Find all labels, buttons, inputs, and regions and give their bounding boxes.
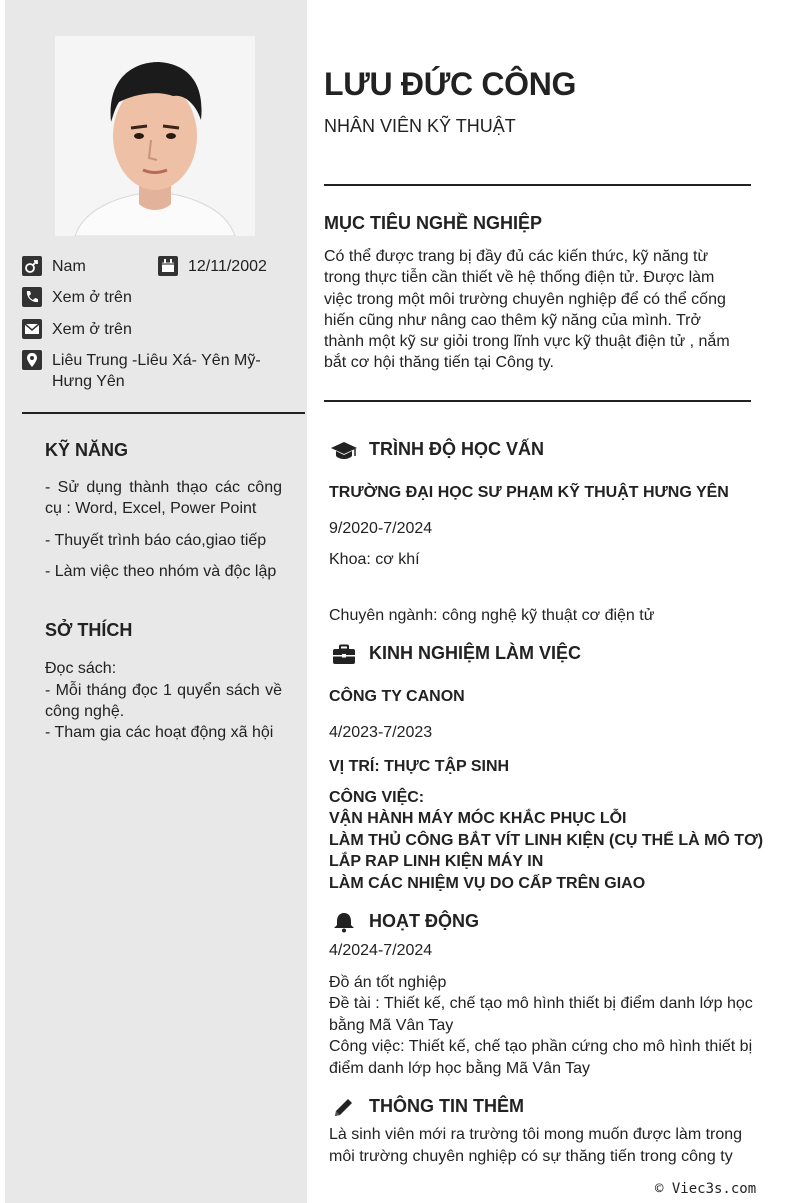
bell-icon: [330, 911, 358, 933]
birthday-value: 12/11/2002: [188, 258, 267, 275]
pencil-icon: [330, 1097, 358, 1119]
task-item: LẮP RAP LINH KIỆN MÁY IN: [329, 853, 544, 870]
tasks-label: CÔNG VIỆC:: [329, 789, 425, 806]
phone-icon: [22, 287, 42, 307]
experience-heading: KINH NGHIỆM LÀM VIỆC: [369, 643, 582, 663]
gender-value: Nam: [52, 258, 86, 275]
objective-divider: [324, 400, 751, 402]
activity-line: Công việc: Thiết kế, chế tạo phần cứng cho mô hình thiết bị điểm danh lớp học bằng Mã Vân Tay: [329, 1038, 753, 1077]
hobby-line: Đọc sách:: [45, 660, 117, 677]
activities-period: 4/2024-7/2024: [329, 942, 433, 959]
objective-text: Có thể được trang bị đầy đủ các kiến thức, kỹ năng từ trong thực tiễn cần thiết về hệ thống điện tử. Được làm việc trong một môi trường chuyên nghiệp để có thể cống hiến cũng như nâng cao thêm kỹ năng của mình. Trở thành một kỹ sư giỏi trong lĩnh vực kỹ thuật điện tử , nắm bắt cơ hội thăng tiến tại Công ty.: [324, 248, 730, 372]
gender-icon: [22, 256, 42, 276]
education-period: 9/2020-7/2024: [329, 520, 433, 537]
company-name: CÔNG TY CANON: [329, 688, 465, 705]
calendar-icon: [158, 256, 178, 276]
graduation-cap-icon: [330, 440, 358, 462]
additional-text: Là sinh viên mới ra trường tôi mong muốn được làm trong môi trường chuyên nghiệp có sự thăng tiến trong công ty: [329, 1126, 743, 1165]
hobby-line: - Mỗi tháng đọc 1 quyển sách về công nghệ.: [45, 682, 282, 720]
objective-heading: MỤC TIÊU NGHỀ NGHIỆP: [324, 213, 543, 233]
skill-item: - Làm việc theo nhóm và độc lập: [45, 563, 277, 580]
skills-heading: KỸ NĂNG: [45, 440, 129, 460]
footer-credit: © Viec3s.com: [655, 1181, 757, 1197]
activity-line: Đồ án tốt nghiệp: [329, 974, 447, 991]
sidebar-divider: [22, 412, 305, 414]
map-pin-icon: [22, 350, 42, 370]
task-item: LÀM CÁC NHIỆM VỤ DO CẤP TRÊN GIAO: [329, 875, 646, 892]
education-faculty: Khoa: cơ khí: [329, 551, 420, 568]
profile-photo: [55, 36, 255, 236]
briefcase-icon: [330, 644, 358, 666]
hobby-line: - Tham gia các hoạt động xã hội: [45, 724, 274, 741]
header-divider: [324, 184, 751, 186]
skill-item: - Thuyết trình báo cáo,giao tiếp: [45, 532, 267, 549]
email-value: Xem ở trên: [52, 321, 132, 338]
experience-position: VỊ TRÍ: THỰC TẬP SINH: [329, 758, 510, 775]
additional-heading: THÔNG TIN THÊM: [369, 1096, 524, 1116]
activities-heading: HOẠT ĐỘNG: [369, 911, 479, 931]
job-title: NHÂN VIÊN KỸ THUẬT: [324, 116, 516, 136]
full-name: LƯU ĐỨC CÔNG: [324, 66, 577, 102]
phone-value: Xem ở trên: [52, 289, 132, 306]
experience-period: 4/2023-7/2023: [329, 724, 433, 741]
education-heading: TRÌNH ĐỘ HỌC VẤN: [369, 439, 544, 459]
envelope-icon: [22, 319, 42, 339]
education-major: Chuyên ngành: công nghệ kỹ thuật cơ điện tử: [329, 607, 655, 624]
task-item: LÀM THỦ CÔNG BẮT VÍT LINH KIỆN (CỤ THỂ LÀ MÔ TƠ): [329, 832, 764, 849]
task-item: VẬN HÀNH MÁY MÓC KHẮC PHỤC LỖI: [329, 810, 627, 827]
skill-item: - Sử dụng thành thạo các công cụ : Word, Excel, Power Point: [45, 479, 282, 517]
address-value: Liêu Trung -Liêu Xá- Yên Mỹ- Hưng Yên: [52, 352, 261, 390]
school-name: TRƯỜNG ĐẠI HỌC SƯ PHẠM KỸ THUẬT HƯNG YÊN: [329, 484, 729, 501]
activity-line: Đề tài : Thiết kế, chế tạo mô hình thiết bị điểm danh lớp học bằng Mã Vân Tay: [329, 995, 753, 1034]
hobbies-heading: SỞ THÍCH: [45, 620, 133, 640]
